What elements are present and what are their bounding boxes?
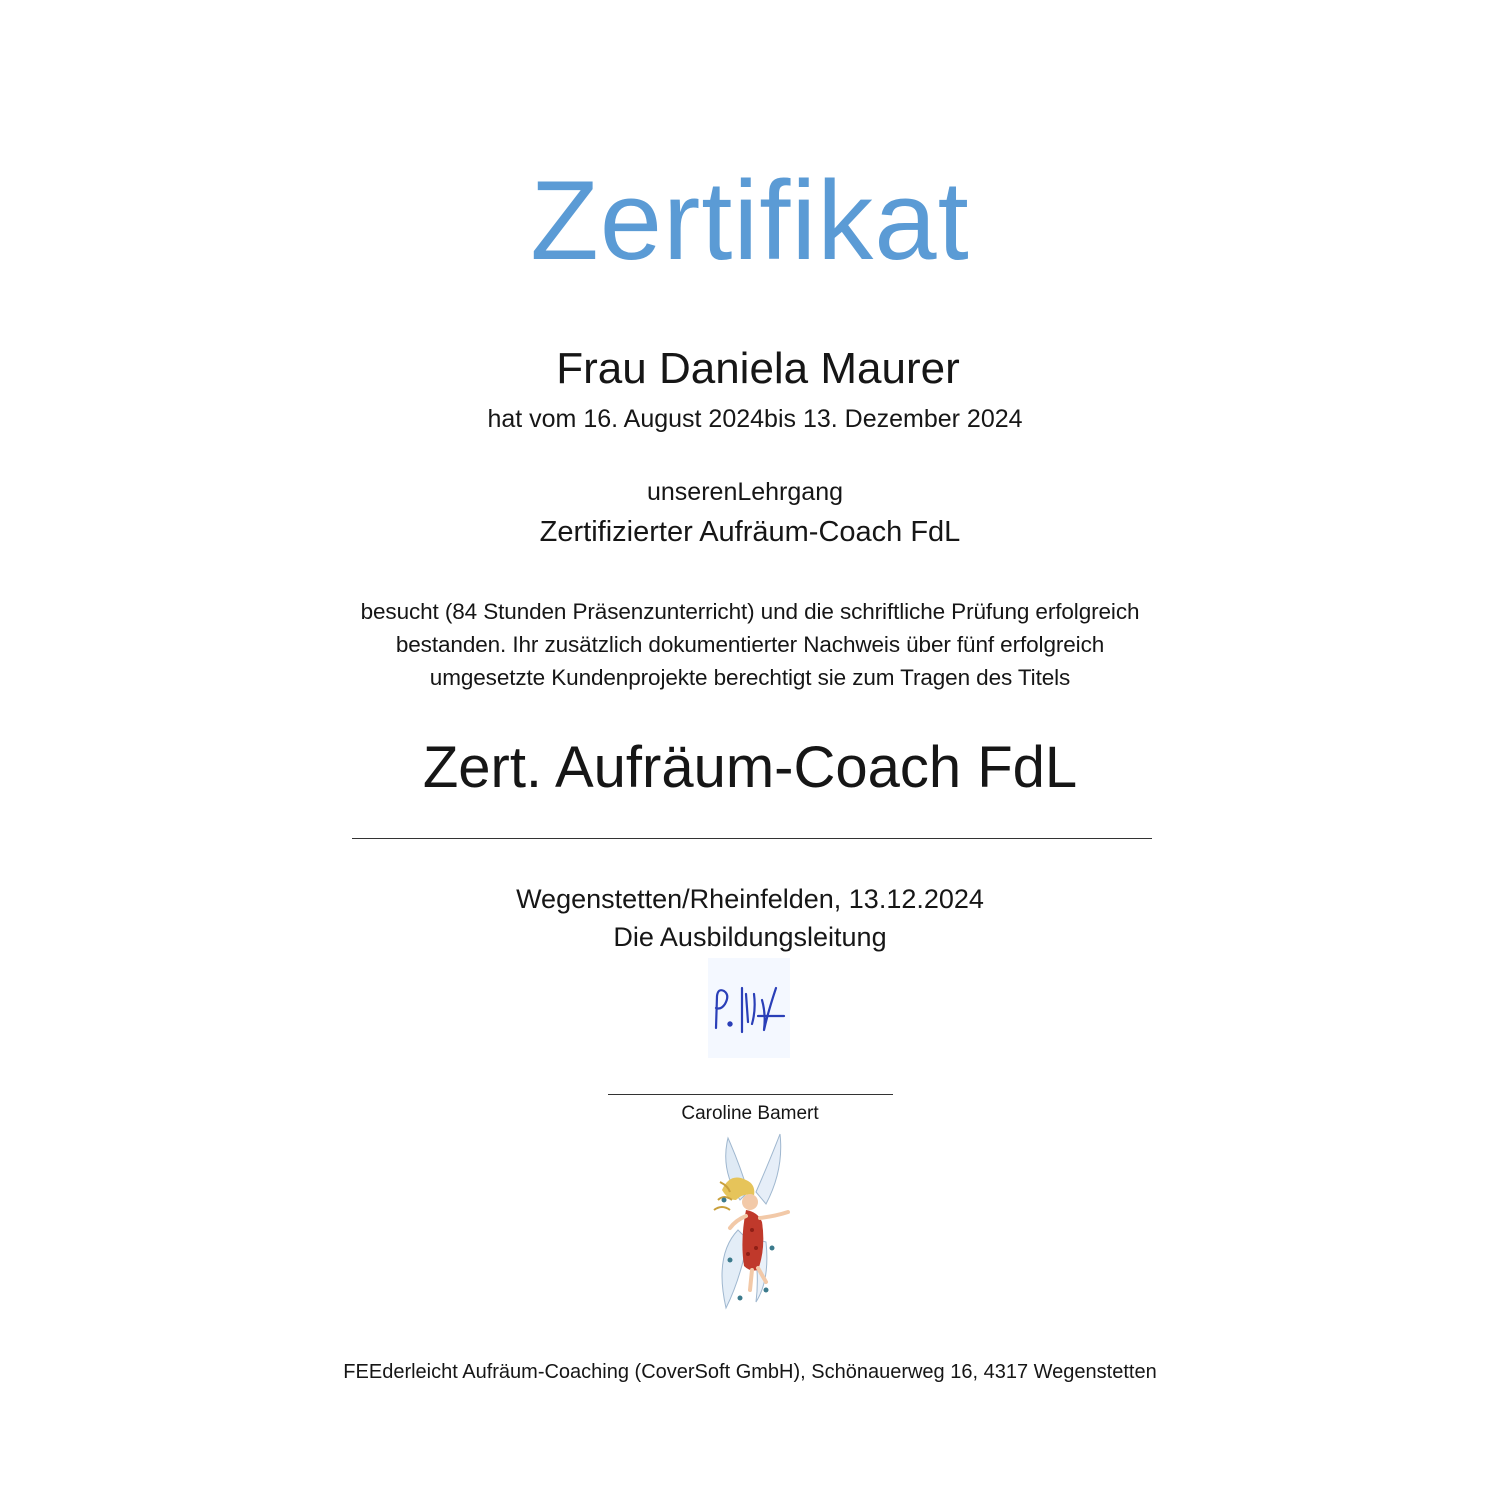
signature-line [608, 1094, 893, 1095]
degree-title: Zert. Aufräum-Coach FdL [422, 735, 1078, 800]
place-date: Wegenstetten/Rheinfelden, 13.12.2024 [516, 884, 984, 914]
footer-address: FEEderleicht Aufräum-Coaching (CoverSoft GmbH), Schönauerweg 16, 4317 Wegenstetten [343, 1361, 1157, 1383]
body-line: bestanden. Ihr zusätzlich dokumentierter Nachweis über fünf erfolgreich [395, 632, 1105, 657]
body-line: umgesetzte Kundenprojekte berechtigt sie zum Tragen des Titels [429, 665, 1071, 690]
signature-icon [708, 958, 790, 1058]
course-intro: unserenLehrgang [647, 478, 843, 506]
certificate-body [300, 595, 1200, 694]
body-line: besucht (84 Stunden Präsenzunterricht) und die schriftliche Prüfung erfolgreich [360, 599, 1140, 624]
signer-name: Caroline Bamert [681, 1103, 819, 1124]
course-name: Zertifizierter Aufräum-Coach FdL [539, 516, 961, 548]
certificate-title: Zertifikat [530, 158, 970, 283]
fairy-logo-icon [700, 1130, 810, 1315]
course-period: hat vom 16. August 2024bis 13. Dezember 2024 [487, 405, 1023, 433]
recipient-name: Frau Daniela Maurer [556, 344, 960, 393]
leadership-label: Die Ausbildungsleitung [613, 922, 887, 952]
divider-line [352, 838, 1152, 839]
